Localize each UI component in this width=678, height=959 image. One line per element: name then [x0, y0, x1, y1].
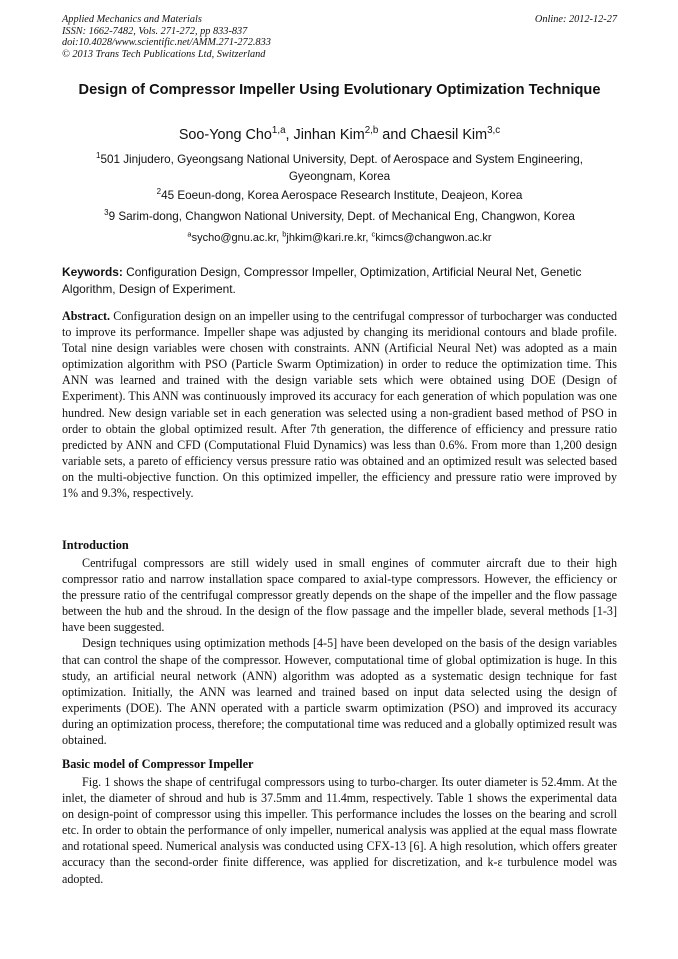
affiliation-superscript: 2: [156, 187, 162, 197]
section-heading-introduction: Introduction: [62, 538, 129, 552]
paragraph: Centrifugal compressors are still widely used in small engines of commuter aircraft due to their high compressor ratio and narrow installation space compared to axial-type compressors. However, the efficiency or the pressure ratio of the centrifugal compressor greatly depends on the shape of the impeller and the flow passage between the hub and the shroud. In the design of the flow passage and the impeller blade, several methods [1-3] have been suggested.: [62, 556, 617, 635]
paragraph: Design techniques using optimization methods [4-5] have been developed on the basis of the design variables that can control the shape of the compressor. However, computational time of global optimization is huge. In this study, an artificial neural network (ANN) algorithm was adopted as a systematic design technique for fast optimization. Initially, the ANN was learned and trained based on input data selected using the design of experiments (DOE). The ANN operated with a particle swarm optimization (PSO) and improved its accuracy during an optimization process, therefore; the computational time was reduced and a globally optimized result was obtained.: [62, 636, 617, 748]
author-superscript: 3,c: [487, 125, 501, 137]
email-superscript: a: [187, 229, 192, 239]
introduction-body: [62, 555, 617, 748]
journal-name: Applied Mechanics and Materials: [62, 14, 202, 25]
abstract-text: Configuration design on an impeller using to the centrifugal compressor of turbocharger was conducted to improve its performance. Impeller shape was adjusted by changing its meridional contours and blade profile. Total nine design variables were chosen with constraints. ANN (Artificial Neural Net) was adopted as a main optimization algorithm with PSO (Particle Swarm Optimization) in order to reduce the optimization time. This ANN was learned and trained with the design variable sets which were obtained using DOE (Design of Experiment). This ANN was continuously improved its accuracy for each generation of which population was one hundred. New design variable set in each generation was selected using a non-gradient based method of PSO in order to obtain the global optimized result. After 7th generation, the difference of efficiency and pressure ratio predicted by ANN and CFD (Computational Fluid Dynamics) was less than 0.6%. From more than 1,200 design variable sets, a pareto of efficiency versus pressure ratio was obtained and an optimized result was selected based on the multi-objective function. On this optimized impeller, the efficiency and pressure ratio were improved by 1% and 9.3%, respectively.: [62, 309, 617, 501]
paper-title: Design of Compressor Impeller Using Evolutionary Optimization Technique: [78, 82, 601, 98]
author-superscript: 2,b: [364, 125, 379, 137]
author-separator: and: [378, 127, 411, 143]
email-superscript: c: [371, 229, 376, 239]
affiliation-superscript: 3: [104, 208, 109, 218]
copyright-line: © 2013 Trans Tech Publications Ltd, Switzerland: [62, 48, 266, 60]
affiliation-text: 45 Eoeun-dong, Korea Aerospace Research Institute, Deajeon, Korea: [161, 189, 523, 202]
affiliation-2: [62, 188, 617, 205]
author-list: [62, 125, 617, 145]
email-address: jhkim@kari.re.kr,: [286, 232, 372, 244]
author-superscript: 1,a: [271, 125, 286, 137]
affiliation-text: 9 Sarim-dong, Changwon National University, Dept. of Mechanical Eng, Changwon, Korea: [108, 210, 575, 223]
affiliation-text: 501 Jinjudero, Gyeongsang National University, Dept. of Aerospace and System Engineering, Gyeongnam, Korea: [100, 153, 583, 183]
author-name: Jinhan Kim: [293, 127, 365, 143]
section-heading-basic-model: Basic model of Compressor Impeller: [62, 757, 254, 771]
keywords: [62, 264, 617, 298]
issn-line: ISSN: 1662-7482, Vols. 271-272, pp 833-837: [62, 25, 248, 37]
email-address: kimcs@changwon.ac.kr: [375, 232, 492, 244]
author-name: Soo-Yong Cho: [178, 127, 272, 143]
email-address: sycho@gnu.ac.kr,: [191, 232, 283, 244]
author-name: Chaesil Kim: [410, 127, 488, 143]
basic-model-body: [62, 774, 617, 887]
email-list: [62, 230, 617, 246]
journal-header: [62, 14, 617, 60]
affiliation-superscript: 1: [96, 151, 101, 161]
affiliation-1: [62, 152, 617, 185]
keywords-text: Configuration Design, Compressor Impeller, Optimization, Artificial Neural Net, Genetic Algorithm, Design of Experiment.: [62, 265, 582, 296]
abstract-label: Abstract.: [62, 309, 111, 323]
email-superscript: b: [282, 229, 287, 239]
keywords-label: Keywords:: [62, 265, 123, 279]
paragraph: Fig. 1 shows the shape of centrifugal compressors using to turbo-charger. Its outer diameter is 52.4mm. At the inlet, the diameter of shroud and hub is 37.5mm and 11.4mm, respectively. Table 1 shows the experimental data on design-point of compressor using this impeller. This performance includes the losses on the bearing and scroll etc. In order to obtain the performance of only impeller, numerical analysis was applied at the equal mass flowrate and rotational speed. Numerical analysis was conducted using CFX-13 [6]. A high resolution, which offers greater accuracy than the second-order finite difference, was applied for discretization, and k-ε turbulence model was adopted.: [62, 775, 617, 886]
affiliation-3: [62, 209, 617, 226]
author-separator: ,: [285, 127, 294, 143]
online-date: Online: 2012-12-27: [534, 14, 617, 25]
doi-line: doi:10.4028/www.scientific.net/AMM.271-272.833: [62, 37, 271, 49]
abstract: [62, 308, 617, 501]
